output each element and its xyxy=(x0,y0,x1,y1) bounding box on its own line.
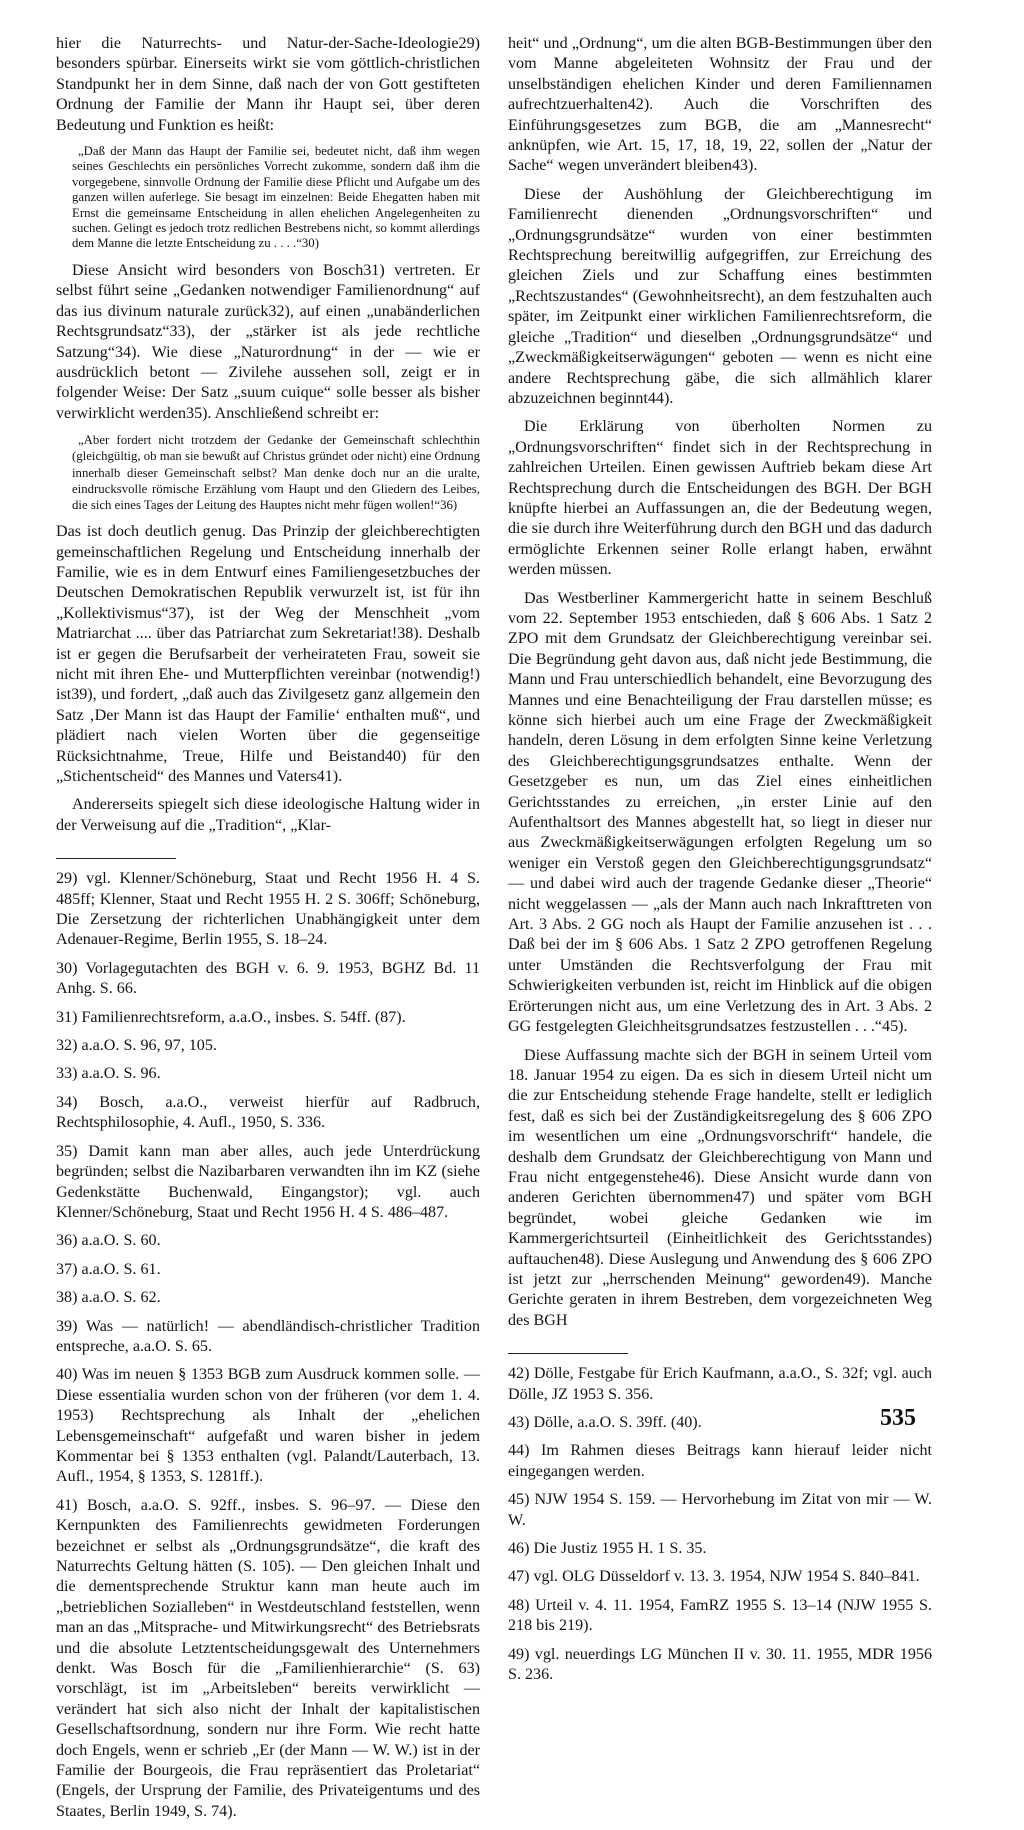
footnotes-left xyxy=(56,869,480,1822)
footnote: 42) Dölle, Festgabe für Erich Kaufmann, a.a.O., S. 32f; vgl. auch Dölle, JZ 1953 S. 356. xyxy=(508,1365,932,1403)
body-paragraph: Das ist doch deutlich genug. Das Prinzip der gleichberechtigten gemeinschaftlichen Regelung und Entscheidung innerhalb der Familie, wie es in dem Entwurf eines Familiengesetzbuches der Deutschen Demokratischen Republik verwurzelt ist, ist für ihn „Kollektivismus“37), ist der Weg der Menschheit „vom Matriarchat .... über das Patriarchat zum Sekretariat!38). Deshalb ist er gegen die Berufsarbeit der verheirateten Frau, soweit sie nicht mit ihren Ehe- und Mutterpflichten vereinbar (notwendig!) ist39), und fordert, „daß auch das Zivilgesetz ganz allgemein den Satz ‚Der Mann ist das Haupt der Familie‘ enthalten muß“, und plädiert nach vielen Worten über die gegenseitige Rücksichtnahme, Treue, Hilfe und Beistand40) für den „Stichentscheid“ des Mannes und Vaters41). xyxy=(56,523,480,786)
footnote: 35) Damit kann man aber alles, auch jede Unterdrückung begründen; selbst die Nazibarbaren verwandten ihn im KZ (siehe Gedenkstätte Buchenwald, Eingangstor); vgl. auch Klenner/Schöneburg, Staat und Recht 1956 H. 4 S. 486–487. xyxy=(56,1142,480,1221)
footnote: 33) a.a.O. S. 96. xyxy=(56,1065,161,1083)
footnote: 38) a.a.O. S. 62. xyxy=(56,1289,161,1307)
footnote: 32) a.a.O. S. 96, 97, 105. xyxy=(56,1037,217,1055)
body-paragraph: hier die Naturrechts- und Natur-der-Sache-Ideologie29) besonders spürbar. Einerseits wirkt sie vom göttlich-christlichen Standpunkt her in dem Sinne, daß nach der von Gott gestifteten Ordnung der Familie der Mann ihr Haupt sei, über deren Bedeutung und Funktion es heißt: xyxy=(56,35,480,134)
footnote: 36) a.a.O. S. 60. xyxy=(56,1232,161,1250)
footnote: 31) Familienrechtsreform, a.a.O., insbes. S. 54ff. (87). xyxy=(56,1008,406,1026)
footnote: 48) Urteil v. 4. 11. 1954, FamRZ 1955 S. 13–14 (NJW 1955 S. 218 bis 219). xyxy=(508,1596,932,1635)
footnote: 43) Dölle, a.a.O. S. 39ff. (40). xyxy=(508,1414,702,1431)
footnote: 45) NJW 1954 S. 159. — Hervorhebung im Zitat von mir — W. W. xyxy=(508,1491,932,1529)
footnote: 41) Bosch, a.a.O. S. 92ff., insbes. S. 96–97. — Diese den Kernpunkten des Familienrechts gewidmeten Forderungen bezeichnet er selbst als „Ordnungsgrundsätze“, die kraft des Naturrechts Geltung hätten (S. 105). — Den gleichen Inhalt und die dementsprechende Struktur kann man heute auch im „betrieblichen Sozialleben“ in Westdeutschland feststellen, wenn man an das „Mitsprache- und Mitwirkungsrecht“ des Betriebsrats und die absolute Letztentscheidungsgewalt des Unternehmers denkt. Was Bosch für die „Familienhierarchie“ (S. 63) vorschlägt, ist im „Arbeitsleben“ bereits verwirklicht — verändert hat sich also nicht der Inhalt der kapitalistischen Gesellschaftsordnung, sondern nur ihre Form. Wie recht hatte doch Engels, wenn er schrieb „Er (der Mann — W. W.) ist in der Familie der Bourgeois, die Frau repräsentiert das Proletariat“ (Engels, der Ursprung der Familie, des Privateigentums und des Staates, Berlin 1949, S. 74). xyxy=(56,1496,480,1820)
block-quote: „Daß der Mann das Haupt der Familie sei, bedeutet nicht, daß ihm wegen seines Geschlechts ein persönliches Vorrecht zukomme, sondern daß ihm die vorgegebene, sinnvolle Ordnung der Familie diese Pflicht und Aufgabe um des ganzen willen auferlege. Sie besagt im einzelnen: Beide Ehegatten haben mit Ernst die gemeinsame Entscheidung in allen ehelichen Angelegenheiten zu suchen. Gelingt es jedoch trotz redlichen Bestrebens nicht, so kommt allerdings dem Manne die letzte Entscheidung zu . . . .“30) xyxy=(72,144,480,251)
footnote: 34) Bosch, a.a.O., verweist hierfür auf Radbruch, Rechtsphilosophie, 4. Aufl., 1950, S. 336. xyxy=(56,1093,480,1132)
page-number: 535 xyxy=(880,1405,916,1431)
footnote: 39) Was — natürlich! — abendländisch-christlicher Tradition entspreche, a.a.O. S. 65. xyxy=(56,1317,480,1355)
left-column xyxy=(56,34,480,1830)
body-paragraph: Diese der Aushöhlung der Gleichberechtigung im Familienrecht dienenden „Ordnungsvorschriften“ und „Ordnungsgrundsätze“ wurden von einer bestimmten Rechtsprechung bereitwillig aufgegriffen, zur Erreichung des gleichen Ziels und zur Schaffung eines bestimmten „Rechtszustandes“ (Gewohnheitsrecht), an dem festzuhalten auch später, im Zeitpunkt einer wirklichen Familienrechtsreform, die gleiche „Tradition“ und dieselben „Ordnungsgrundsätze“ und „Zweckmäßigkeitserwägungen“ geboten — wenn es nicht eine andere Rechtsprechung gäbe, die sich allmählich klarer abzuzeichnen beginnt44). xyxy=(508,185,932,407)
footnote: 46) Die Justiz 1955 H. 1 S. 35. xyxy=(508,1540,707,1558)
footnote: 49) vgl. neuerdings LG München II v. 30. 11. 1955, MDR 1956 S. 236. xyxy=(508,1645,932,1684)
footnote-divider xyxy=(508,1353,628,1354)
footnote: 30) Vorlagegutachten des BGH v. 6. 9. 1953, BGHZ Bd. 11 Anhg. S. 66. xyxy=(56,959,480,998)
body-paragraph: Andererseits spiegelt sich diese ideologische Haltung wider in der Verweisung auf die „Tradition“, „Klar- xyxy=(56,796,480,834)
body-paragraph: heit“ und „Ordnung“, um die alten BGB-Bestimmungen über den vom Manne abgeleiteten Wohnsitz der Frau und der unselbständigen ehelichen Kinder und deren Familiennamen aufrechtzuerhalten42). Auch die Vorschriften des Einführungsgesetzes zum BGB, die am „Mannesrecht“ anknüpfen, wie Art. 15, 17, 18, 19, 22, sollen der „Natur der Sache“ wegen unverändert bleiben43). xyxy=(508,35,932,175)
footnote-divider xyxy=(56,858,176,859)
footnote: 47) vgl. OLG Düsseldorf v. 13. 3. 1954, NJW 1954 S. 840–841. xyxy=(508,1568,920,1586)
body-paragraph: Die Erklärung von überholten Normen zu „Ordnungsvorschriften“ findet sich in der Rechtsprechung in zahlreichen Urteilen. Einen gewissen Auftrieb bekam diese Art Rechtsprechung durch die Entscheidungen des BGH. Der BGH knüpfte hierbei an Auffassungen an, die der Bedeutung wegen, die sie durch ihre Weiterführung durch den BGH und das dadurch ermöglichte Erkennen seiner Rolle erlangt haben, erwähnt werden müssen. xyxy=(508,418,932,579)
footnotes-right xyxy=(508,1364,932,1685)
footnote: 44) Im Rahmen dieses Beitrags kann hierauf leider nicht eingegangen werden. xyxy=(508,1442,932,1480)
block-quote: „Aber fordert nicht trotzdem der Gedanke der Gemeinschaft schlechthin (gleichgültig, ob man sie bewußt auf Christus gründet oder nicht) eine Ordnung innerhalb dieser Gemeinschaft selbst? Man denke doch nur an die uralte, eindrucksvolle römische Erzählung vom Haupt und den Gliedern des Leibes, die sich eines Tages der Leitung des Hauptes nicht mehr fügen wollen!“36) xyxy=(72,433,480,512)
body-paragraph: Diese Auffassung machte sich der BGH in seinem Urteil vom 18. Januar 1954 zu eigen. Da es sich in diesem Urteil nicht um die zur Entscheidung stehende Frage handelte, stellt er lediglich fest, daß es sich bei der Zuständigkeitsregelung des § 606 ZPO im wesentlichen um eine „Ordnungsvorschrift“ handele, die deshalb dem Grundsatz der Gleichberechtigung von Mann und Frau nicht entgegenstehe46). Diese Ansicht wurde dann von anderen Gerichten übernommen47) und später vom BGH begründet, wobei gleiche Gedanken wie im Kammergerichtsurteil (Einheitlichkeit des Gerichtsstandes) auftauchen48). Diese Auslegung und Anwendung des § 606 ZPO ist jetzt zur „herrschenden Meinung“ geworden49). Manche Gerichte geraten in ihrem Bestreben, dem vorgezeichneten Weg des BGH xyxy=(508,1046,932,1329)
footnote: 37) a.a.O. S. 61. xyxy=(56,1260,161,1278)
footnote: 29) vgl. Klenner/Schöneburg, Staat und Recht 1956 H. 4 S. 485ff; Klenner, Staat und Recht 1955 H. 2 S. 306ff; Schöneburg, Die Zersetzung der richterlichen Unabhängigkeit unter dem Adenauer-Regime, Berlin 1955, S. 18–24. xyxy=(56,870,480,949)
footnote: 40) Was im neuen § 1353 BGB zum Ausdruck kommen solle. — Diese essentialia wurden schon von der früheren (vor dem 1. 4. 1953) Rechtsprechung als Inhalt der „ehelichen Lebensgemeinschaft“ aufgefaßt und waren bisher in jedem Kommentar bei § 1353 enthalten (vgl. Palandt/Lauterbach, 13. Aufl., 1954, § 1353, S. 1281ff.). xyxy=(56,1366,480,1486)
body-paragraph: Diese Ansicht wird besonders von Bosch31) vertreten. Er selbst führt seine „Gedanken notwendiger Familienordnung“ auf das ius divinum naturale zurück32), auf einen „unabänderlichen Rechtsgrundsatz“33), der „stärker ist als jede rechtliche Satzung“34). Wie diese „Naturordnung“ in der — wie er ausdrücklich betont — Zivilehe aussehen soll, zeigt er in folgender Weise: Der Satz „suum cuique“ solle besser als bisher verwirklicht werden35). Anschließend schreibt er: xyxy=(56,261,480,422)
body-paragraph: Das Westberliner Kammergericht hatte in seinem Beschluß vom 22. September 1953 entschieden, daß § 606 Abs. 1 Satz 2 ZPO mit dem Grundsatz der Gleichberechtigung vereinbar sei. Die Begründung geht davon aus, daß nicht jede Bestimmung, die Mann und Frau unterschiedlich behandelt, eine Bevorzugung des Mannes und eine Benachteiligung der Frau darstellen müsse; es könne sich hierbei auch um eine Frage der Zweckmäßigkeit handeln, deren Lösung in dem erfolgten Sinne keine Verletzung des Gleichberechtigungsgrundsatzes enthalte. Wenn der Gesetzgeber es nun, um das Ziel eines einheitlichen Gerichtsstandes zu erreichen, „in erster Linie auf den Aufenthaltsort des Mannes abgestellt hat, so liegt in dieser nur aus Zweckmäßigkeitserwägungen erfolgten Regelung um so weniger ein Verstoß gegen den Gleichberechtigungsgrundsatz“ — und dabei wird auch der tragende Gedanke dieser „Theorie“ nicht weggelassen — „als der Mann auch nach Inkrafttreten von Art. 3 Abs. 2 GG noch als Haupt der Familie anzusehen ist . . . Daß bei der im § 606 Abs. 1 Satz 2 ZPO getroffenen Regelung unter Umständen die Rechtsverfolgung der Frau mit Schwierigkeiten verbunden ist, reicht im Hinblick auf die obigen Erörterungen nicht aus, um eine Verletzung des in Art. 3 Abs. 2 GG festgelegten Gleichheitsgrundsatzes festzustellen . . .“45). xyxy=(508,589,932,1036)
right-column xyxy=(508,34,932,1693)
